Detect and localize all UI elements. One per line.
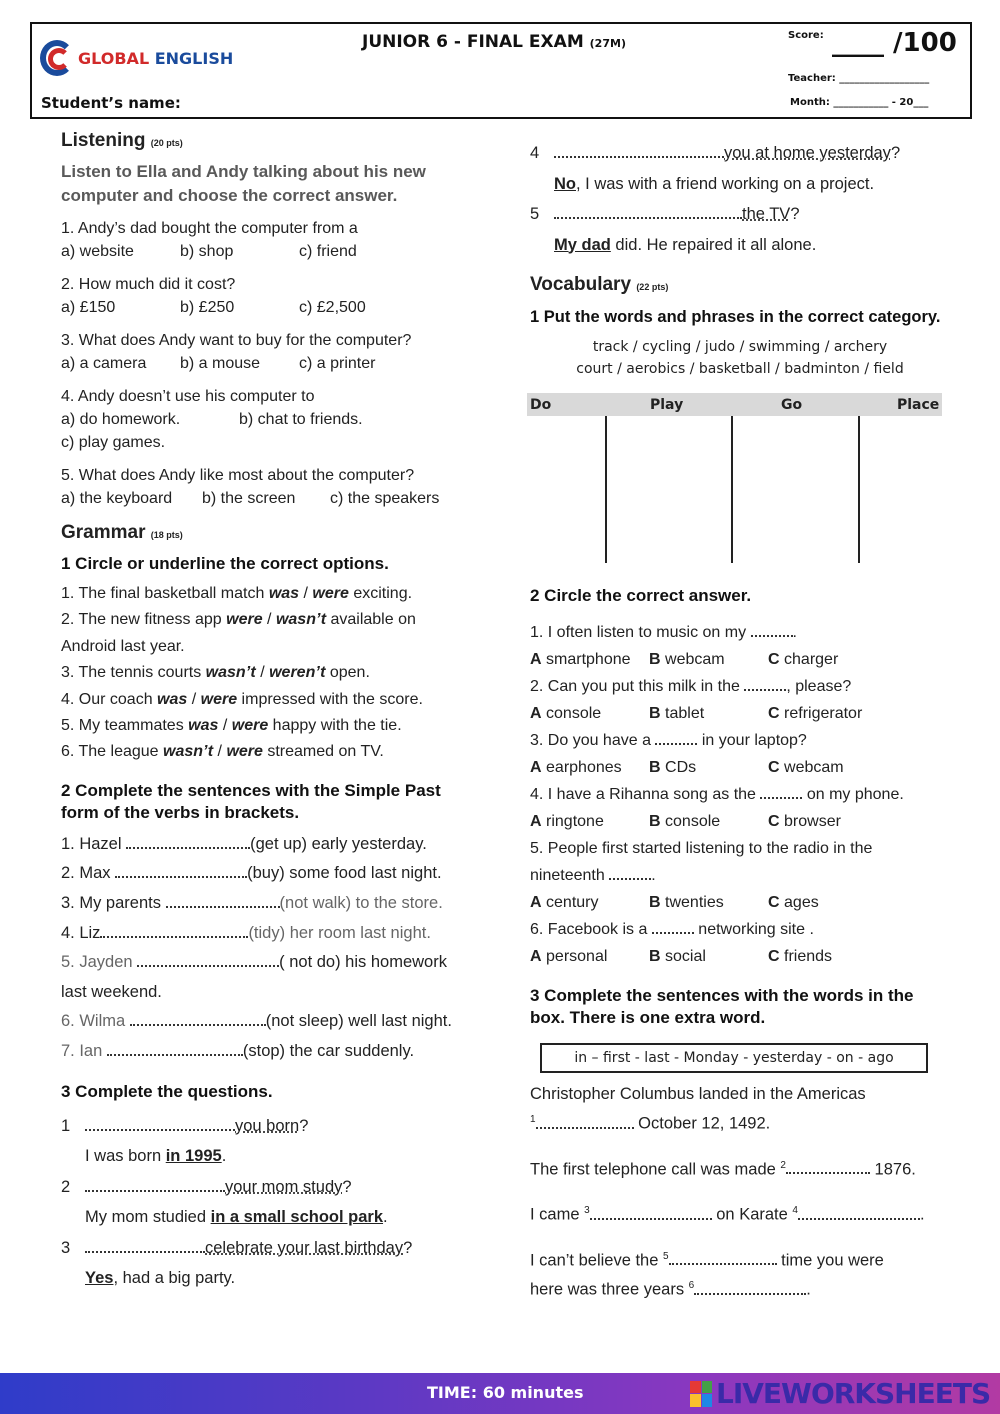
option-c[interactable]: C charger	[768, 651, 839, 668]
option-2[interactable]: were	[231, 717, 269, 735]
answer-blank[interactable]	[751, 623, 793, 637]
vocab-question: nineteenth .	[530, 867, 656, 884]
grammar-2-item-cont: last weekend.	[61, 982, 162, 1001]
listening-q2	[61, 273, 481, 319]
answer-blank[interactable]	[85, 1117, 235, 1131]
category-table	[527, 393, 942, 565]
grammar-2-item: 2. Max (buy) some food last night.	[61, 864, 442, 883]
listening-instruction: Listen to Ella and Andy talking about his new computer and choose the correct answer.	[61, 162, 426, 205]
answer-blank[interactable]	[126, 835, 250, 849]
answer-blank[interactable]	[744, 677, 786, 691]
option-2[interactable]: wasn’t	[275, 611, 327, 629]
category-table-header	[527, 393, 942, 416]
answer-blank[interactable]	[85, 1178, 225, 1192]
question-text: 4. Andy doesn’t use his computer to	[61, 388, 315, 405]
exam-title	[362, 32, 626, 52]
answer-blank[interactable]	[609, 866, 651, 880]
option-b[interactable]: b) chat to friends.	[239, 411, 363, 428]
listening-title	[61, 130, 481, 152]
header-go: Go	[781, 396, 803, 413]
answer-options	[61, 296, 481, 319]
option-b[interactable]: B twenties	[649, 894, 724, 911]
answer-blank[interactable]	[554, 144, 724, 158]
answer-blank[interactable]	[100, 924, 248, 938]
answer-blank[interactable]	[652, 920, 694, 934]
option-a[interactable]: A earphones	[530, 759, 622, 776]
option-b[interactable]: B tablet	[649, 705, 705, 722]
grammar-3-question: 3 celebrate your last birthday?	[61, 1238, 413, 1257]
left-column	[61, 130, 481, 1294]
grammar-points: (18 pts)	[150, 530, 183, 540]
listening-points: (20 pts)	[150, 138, 183, 148]
grammar-3-question: 4 you at home yesterday?	[530, 144, 901, 162]
score-value[interactable]: ____ /100	[832, 28, 957, 58]
question-text: 3. What does Andy want to buy for the computer?	[61, 332, 412, 349]
vocab-options	[530, 754, 950, 781]
vocab-options	[530, 889, 950, 916]
option-c[interactable]: C refrigerator	[768, 705, 863, 722]
grammar-3-answer: I was born in 1995.	[85, 1147, 227, 1166]
answer-blank[interactable]	[554, 205, 742, 219]
option-b[interactable]: B webcam	[649, 651, 725, 668]
score-label: Score:	[788, 30, 824, 41]
grammar-title-text: Grammar	[61, 522, 146, 543]
column-divider	[731, 416, 733, 563]
logo-english: ENGLISH	[154, 48, 234, 68]
grammar-title	[61, 522, 481, 544]
option-a[interactable]: A personal	[530, 948, 608, 965]
grammar-3-list	[61, 1111, 481, 1294]
option-b[interactable]: b) £250	[180, 299, 235, 316]
listening-q3	[61, 329, 481, 375]
grammar-2-list	[61, 830, 481, 1067]
vocab-question: 2. Can you put this milk in the , please?	[530, 678, 852, 695]
grammar-1-list	[61, 581, 481, 766]
grammar-2-item: 1. Hazel (get up) early yesterday.	[61, 834, 427, 853]
option-1[interactable]: was	[188, 717, 219, 735]
grammar-3-instruction: 3 Complete the questions.	[61, 1081, 273, 1101]
grammar-1-item: 4. Our coach was / were impressed with the score.	[61, 690, 423, 708]
grammar-2-item: 5. Jayden ( not do) his homework	[61, 953, 447, 972]
vocab-options	[530, 808, 950, 835]
option-c[interactable]: c) a printer	[299, 355, 376, 372]
option-b[interactable]: b) the screen	[202, 490, 296, 507]
option-2[interactable]: were	[200, 690, 238, 708]
answer-blank[interactable]	[590, 1206, 712, 1220]
month-field[interactable]: Month: ___________ - 20___	[790, 97, 929, 108]
grammar-1-instruction: 1 Circle or underline the correct options.	[61, 554, 389, 573]
answer-blank[interactable]	[85, 1239, 205, 1253]
vocabulary-2-instruction: 2 Circle the correct answer.	[530, 586, 752, 605]
answer-blank[interactable]	[694, 1281, 806, 1295]
answer-blank[interactable]	[130, 1012, 266, 1026]
answer-blank[interactable]	[137, 953, 279, 967]
answer-blank[interactable]	[536, 1115, 634, 1129]
option-c[interactable]: C ages	[768, 894, 819, 911]
vocabulary-2-list	[530, 619, 950, 970]
vocab-3-sentence-3: I came $^3$ on Karate $^4$ .	[530, 1205, 925, 1224]
option-c[interactable]: c) £2,500	[299, 299, 366, 316]
vocab-3-sentence-1: Christopher Columbus landed in the Americas $^1$ October 12, 1492.	[530, 1085, 866, 1133]
option-1[interactable]: wasn’t	[205, 664, 256, 682]
grammar-3-question: 5 the TV?	[530, 205, 800, 223]
exam-title-code: (27M)	[589, 37, 626, 50]
option-1[interactable]: was	[268, 585, 300, 602]
word-bank-line-1: track / cycling / judo / swimming / archery	[592, 339, 888, 355]
listening-q1	[61, 217, 481, 263]
option-1[interactable]: were	[226, 611, 263, 629]
grammar-3-question: 2 your mom study?	[61, 1177, 352, 1196]
vocabulary-3-instruction: 3 Complete the sentences with the words in the box. There is one extra word.	[530, 986, 914, 1027]
grammar-3-answer: My dad did. He repaired it all alone.	[554, 235, 817, 254]
answer-options	[61, 408, 481, 431]
option-1[interactable]: wasn’t	[163, 743, 214, 761]
option-a[interactable]: a) £150	[61, 299, 116, 316]
grammar-2-instruction: 2 Complete the sentences with the Simple Past form of the verbs in brackets.	[61, 780, 441, 822]
option-a[interactable]: a) website	[61, 243, 134, 260]
grammar-2-item: 3. My parents (not walk) to the store.	[61, 894, 443, 913]
option-1[interactable]: was	[157, 690, 188, 708]
logo-swirl-icon	[40, 38, 74, 78]
grammar-2-item: 6. Wilma (not sleep) well last night.	[61, 1012, 452, 1031]
grammar-3-answer: No, I was with a friend working on a project.	[554, 174, 875, 193]
vocab-3-sentence-4: I can’t believe the $^5$ time you were here was three years $^6$ .	[530, 1250, 884, 1299]
liveworksheets-wordmark: LIVEWORKSHEETS	[716, 1377, 991, 1410]
vocab-question: 1. I often listen to music on my .	[530, 624, 797, 641]
option-a[interactable]: A smartphone	[530, 651, 631, 668]
vocabulary-1-instruction: 1 Put the words and phrases in the correct category.	[530, 308, 941, 326]
vocab-options	[530, 943, 950, 970]
option-a[interactable]: a) do homework.	[61, 411, 181, 428]
column-divider	[605, 416, 607, 563]
grammar-1-item: 6. The league wasn’t / were streamed on TV.	[61, 743, 384, 761]
answer-blank[interactable]	[166, 894, 280, 908]
vocabulary-points: (22 pts)	[636, 282, 669, 292]
vocab-options	[530, 646, 950, 673]
answer-options	[61, 352, 481, 375]
option-a[interactable]: A century	[530, 894, 599, 911]
grammar-3-question: 1 you born?	[61, 1116, 309, 1135]
answer-options	[61, 240, 481, 263]
exam-title-text: JUNIOR 6 - FINAL EXAM	[362, 32, 584, 52]
footer-bar	[0, 1373, 1000, 1414]
answer-blank[interactable]	[655, 731, 697, 745]
option-a[interactable]: a) a camera	[61, 355, 147, 372]
option-b[interactable]: B social	[649, 948, 706, 965]
option-c[interactable]: C webcam	[768, 759, 844, 776]
vocabulary-title	[530, 274, 950, 296]
answer-blank[interactable]	[115, 864, 247, 878]
vocab-question: 3. Do you have a in your laptop?	[530, 732, 807, 749]
grammar-1-item: 2. The new fitness app were / wasn’t available on	[61, 611, 416, 629]
grammar-3-list-cont	[530, 138, 950, 260]
listening-title-text: Listening	[61, 130, 146, 151]
question-text: 5. What does Andy like most about the computer?	[61, 467, 415, 484]
option-c[interactable]: C friends	[768, 948, 833, 965]
grammar-3-answer: Yes, had a big party.	[85, 1269, 236, 1288]
student-name-field[interactable]: Student’s name:	[41, 94, 181, 112]
vocabulary-word-bank	[530, 336, 950, 380]
listening-q4	[61, 385, 481, 454]
exam-time: TIME: 60 minutes	[427, 1383, 584, 1402]
vocabulary-title-text: Vocabulary	[530, 274, 632, 295]
vocab-3-sentence-2: The first telephone call was made $^2$ 1876.	[530, 1159, 916, 1178]
option-2[interactable]: were	[312, 585, 349, 602]
listening-q5	[61, 464, 481, 510]
option-b[interactable]: B console	[649, 813, 721, 830]
answer-blank[interactable]	[107, 1042, 243, 1056]
word-bank-line-2: court / aerobics / basketball / badminton / field	[576, 361, 904, 377]
option-b[interactable]: b) shop	[180, 243, 234, 260]
liveworksheets-logo-icon	[690, 1381, 712, 1407]
vocab-options	[530, 700, 950, 727]
grammar-3-answer: My mom studied in a small school park.	[85, 1208, 388, 1227]
header-do: Do	[530, 396, 552, 413]
exam-header	[30, 22, 972, 119]
answer-blank[interactable]	[798, 1206, 920, 1220]
vocabulary-3-list	[530, 1081, 950, 1303]
vocab-question: 6. Facebook is a networking site .	[530, 921, 814, 938]
vocab-question-line: 5. People first started listening to the radio in the	[530, 840, 873, 857]
option-b[interactable]: B CDs	[649, 759, 697, 776]
option-c[interactable]: c) friend	[299, 243, 357, 260]
question-text: 2. How much did it cost?	[61, 276, 236, 293]
header-play: Play	[650, 396, 684, 413]
logo-text	[78, 49, 233, 68]
option-b[interactable]: b) a mouse	[180, 355, 261, 372]
header-place: Place	[897, 396, 940, 413]
option-c[interactable]: c) play games.	[61, 434, 166, 451]
grammar-1-item: 3. The tennis courts wasn’t / weren’t open.	[61, 664, 370, 682]
answer-blank[interactable]	[786, 1160, 870, 1174]
grammar-1-item: 5. My teammates was / were happy with the tie.	[61, 717, 402, 735]
column-divider	[858, 416, 860, 563]
answer-blank[interactable]	[669, 1251, 777, 1265]
option-a[interactable]: a) the keyboard	[61, 490, 173, 507]
question-text: 1. Andy’s dad bought the computer from a	[61, 220, 358, 237]
grammar-1-item: 1. The final basketball match was / were exciting.	[61, 585, 413, 602]
teacher-field[interactable]: Teacher: __________________	[788, 73, 930, 84]
answer-blank[interactable]	[760, 785, 802, 799]
right-column	[530, 138, 950, 1303]
grammar-1-item-cont: Android last year.	[61, 637, 185, 655]
option-c[interactable]: C browser	[768, 813, 841, 830]
option-c[interactable]: c) the speakers	[330, 490, 440, 507]
option-2[interactable]: were	[226, 743, 263, 761]
grammar-2-item: 4. Liz (tidy) her room last night.	[61, 923, 431, 942]
liveworksheets-brand[interactable]	[690, 1377, 990, 1410]
word-box: in – first - last - Monday - yesterday - on - ago	[540, 1043, 928, 1073]
option-a[interactable]: A console	[530, 705, 602, 722]
vocab-question: 4. I have a Rihanna song as the on my phone.	[530, 786, 904, 803]
school-logo	[40, 38, 233, 78]
option-2[interactable]: weren’t	[269, 664, 326, 682]
logo-global: GLOBAL	[78, 48, 150, 68]
answer-options	[61, 487, 481, 510]
grammar-2-item: 7. Ian (stop) the car suddenly.	[61, 1042, 415, 1060]
option-a[interactable]: A ringtone	[530, 813, 604, 830]
